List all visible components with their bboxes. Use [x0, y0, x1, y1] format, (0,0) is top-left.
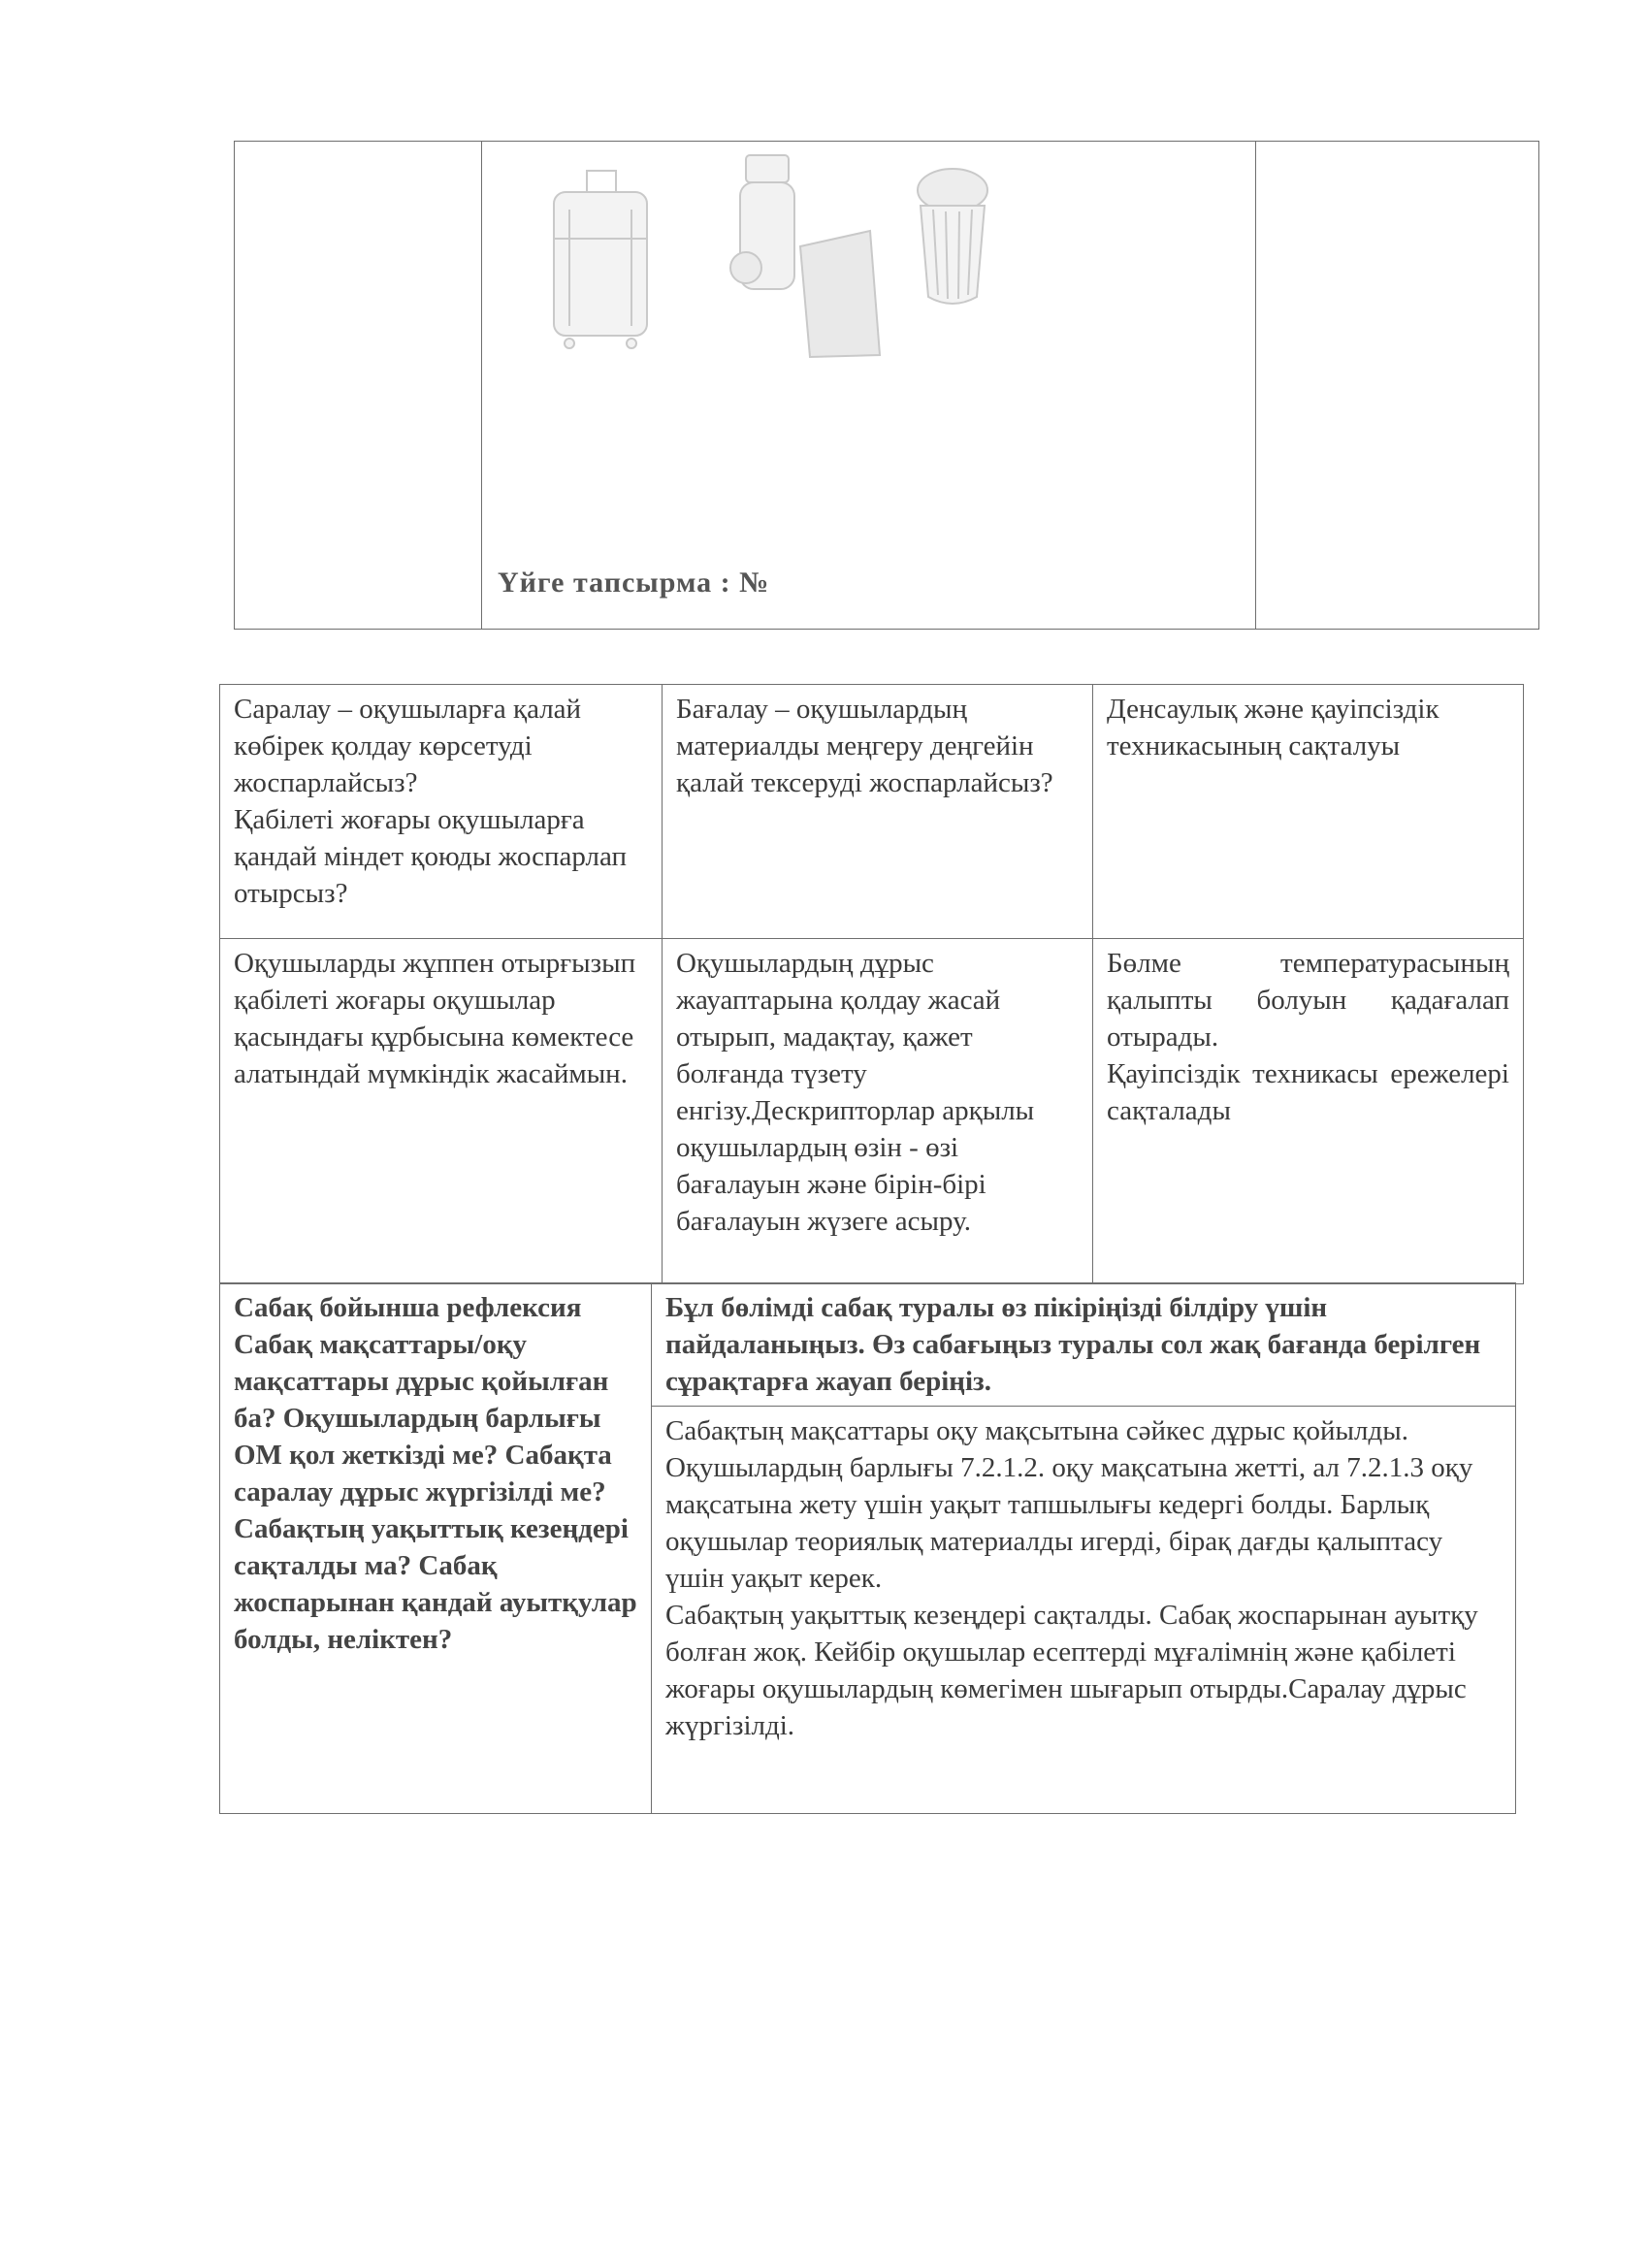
differentiation-question-2: Қабілеті жоғары оқушыларға қандай міндет қоюды жоспарлап отырсыз? [234, 804, 628, 909]
safety-answer [1093, 939, 1524, 1284]
reflection-answer-2: Сабақтың уақыттық кезеңдері сақталды. Сабақ жоспарынан ауытқу болған жоқ. Кейбір оқушылар есептерді мұғалімнің және қабілеті жоғары оқушылардың көмегімен шығарып отырды.Саралау дұрыс жүргізілді. [665, 1600, 1478, 1741]
differentiation-header [220, 685, 663, 939]
reflection-table [219, 1282, 1516, 1814]
homework-right-cell [1256, 142, 1539, 630]
basket-image [918, 169, 987, 304]
homework-left-cell [235, 142, 482, 630]
reflection-answer-cell [652, 1407, 1516, 1814]
differentiation-question-1: Саралау – оқушыларға қалай көбірек қолдау көрсетуді жоспарлайсыз? [234, 694, 582, 798]
planning-body-row [220, 939, 1524, 1284]
household-items-images [540, 151, 1045, 394]
homework-table [234, 141, 1539, 630]
planning-header-row [220, 685, 1524, 939]
safety-answer-2: Қауіпсіздік техникасы ережелері сақталады [1107, 1058, 1509, 1126]
suitcase-image [554, 171, 647, 348]
assessment-header: Бағалау – оқушылардың материалды меңгеру деңгейін қалай тексеруді жоспарлайсыз? [663, 685, 1093, 939]
safety-header: Денсаулық және қауіпсіздік техникасының сақталуы [1093, 685, 1524, 939]
reflection-title: Сабақ бойынша рефлексия [234, 1292, 582, 1323]
reflection-questions-cell [220, 1283, 652, 1814]
reflection-instruction: Бұл бөлімді сабақ туралы өз пікіріңізді білдіру үшін пайдаланыңыз. Өз сабағыңыз туралы сол жақ бағанда берілген сұрақтарға жауап беріңіз. [652, 1283, 1516, 1407]
planning-table [219, 684, 1524, 1284]
assessment-answer: Оқушылардың дұрыс жауаптарына қолдау жасай отырып, мадақтау, қажет болғанда түзету енгізу.Дескрипторлар арқылы оқушылардың өзін - өзі бағалауын және бірін-бірі бағалауын жүзеге асыру. [663, 939, 1093, 1284]
differentiation-answer: Оқушыларды жұппен отырғызып қабілеті жоғары оқушылар қасындағы құрбысына көмектесе алатындай мүмкіндік жасаймын. [220, 939, 663, 1284]
homework-label: Үйге тапсырма : № [498, 567, 770, 599]
reflection-answer-1: Сабақтың мақсаттары оқу мақсытына сәйкес дұрыс қойылды. Оқушылардың барлығы 7.2.1.2. оқу мақсатына жетті, ал 7.2.1.3 оқу мақсатына жету үшін уақыт тапшылығы кедергі болды. Барлық оқушылар теориялық материалды игерді, бірақ дағды қалыптасу үшін уақыт керек. [665, 1415, 1473, 1594]
reflection-questions: Сабақ мақсаттары/оқу мақсаттары дұрыс қойылған ба? Оқушылардың барлығы ОМ қол жеткізді ме? Сабақта саралау дұрыс жүргізілді ме? Сабақтың уақыттық кезеңдері сақталды ма? Сабақ жоспарынан қандай ауытқулар болды, неліктен? [234, 1329, 637, 1655]
meat-grinder-image [730, 155, 880, 357]
safety-answer-1: Бөлме температурасының қалыпты болуын қадағалап отырады. [1107, 948, 1509, 1053]
reflection-header-row [220, 1283, 1516, 1407]
homework-images-cell [482, 142, 1256, 630]
